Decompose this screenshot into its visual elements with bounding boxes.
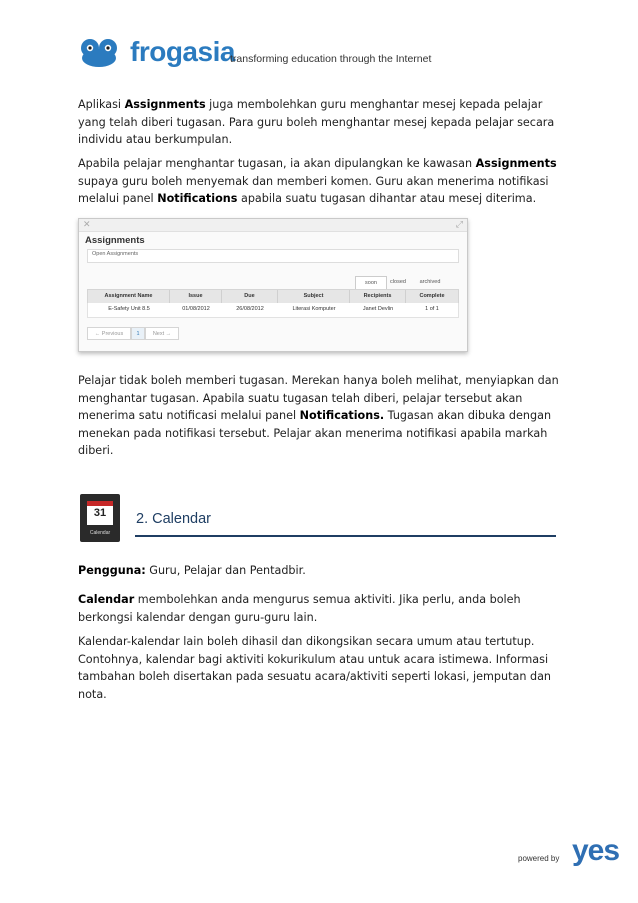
- yes-logo: yes: [572, 834, 620, 867]
- brand-name: frogasia: [130, 36, 235, 67]
- close-icon: ✕: [83, 220, 91, 230]
- calendar-day: 31: [93, 507, 107, 519]
- paragraph-assignments-returns: [78, 155, 563, 208]
- text: Apabila pelajar menghantar tugasan, ia akan dipulangkan ke kawasan: [78, 157, 476, 170]
- table-row: [87, 303, 459, 318]
- panel-topbar: [79, 219, 467, 232]
- paragraph-calendar-manage: [78, 591, 563, 626]
- column-header: Issue: [170, 290, 222, 303]
- table-cell: 01/08/2012: [182, 306, 210, 312]
- pagination-previous: ← Previous: [87, 327, 131, 340]
- paragraph-student-assignments: [78, 372, 563, 460]
- column-header: Subject: [278, 290, 350, 303]
- text: Pelajar tidak boleh memberi tugasan. Merekan hanya boleh melihat, menyiapkan dan menghantar tugasan. Apabila suatu tugasan telah diberi, pelajar tersebut akan menerima satu notificasi melalui panel: [78, 374, 559, 422]
- calendar-page: [87, 501, 113, 525]
- text: Guru, Pelajar dan Pentadbir.: [145, 564, 306, 577]
- pagination-page-1: 1: [131, 327, 145, 340]
- calendar-icon-label: Calendar: [89, 530, 111, 536]
- text: Kalendar-kalendar lain boleh dihasil dan dikongsikan secara umum atau tertutup. Contohnya, kalendar bagi aktiviti kokurikulum atau untuk acara istimewa. Informasi tambahan boleh disertakan pada sesuatu acara/aktiviti seperti lokasi, jemputan dan nota.: [78, 635, 552, 701]
- pagination-next: Next →: [145, 327, 179, 340]
- table-cell: E-Safety Unit 8.5: [108, 306, 150, 312]
- open-assignments-bar: [87, 249, 459, 263]
- text: membolehkan anda mengurus semua aktiviti. Jika perlu, anda boleh berkongsi kalendar dengan guru-guru lain.: [78, 593, 521, 624]
- text: Aplikasi: [78, 98, 125, 111]
- column-header: Complete: [419, 293, 445, 299]
- paragraph-assignments-messages: [78, 96, 563, 149]
- bold-term: Calendar: [78, 593, 135, 606]
- tab-archived: archived: [419, 279, 441, 285]
- frogasia-logo: [78, 38, 438, 72]
- table-cell: 26/08/2012: [236, 306, 264, 312]
- text: juga membolehkan guru menghantar mesej kepada pelajar yang telah diberi tugasan. Para guru boleh menghantar mesej kepada pelajar secara individu atau berkumpulan.: [78, 98, 555, 146]
- expand-icon: ⤢: [455, 220, 463, 230]
- tagline: transforming education through the Internet: [230, 53, 432, 65]
- footer-branding: [518, 834, 628, 872]
- bold-term: Pengguna:: [78, 564, 146, 577]
- assignments-screenshot: [78, 218, 468, 352]
- panel-title: Assignments: [85, 235, 145, 246]
- calendar-icon: [80, 494, 120, 542]
- text: supaya guru boleh menyemak dan memberi komen. Guru akan menerima notifikasi melalui panel: [78, 174, 549, 205]
- bold-term: Notifications.: [299, 409, 385, 422]
- paragraph-users: [78, 562, 563, 580]
- text: apabila suatu tugasan dihantar atau mesej diterima.: [237, 192, 537, 205]
- column-header: Recipients: [350, 290, 406, 303]
- tab-closed: closed: [390, 279, 406, 285]
- frog-logo-icon: [78, 38, 126, 68]
- bold-term: Assignments: [124, 98, 206, 111]
- paragraph-calendar-share: [78, 633, 563, 703]
- table-cell: Janet Devlin: [362, 306, 394, 312]
- table-cell: 1 of 1: [425, 306, 439, 312]
- column-header: Assignment Name: [88, 290, 170, 303]
- section-title: 2. Calendar: [136, 511, 211, 527]
- open-assignments-label: Open Assignments: [92, 251, 139, 257]
- tab-soon: soon: [355, 276, 387, 289]
- table-cell: Literasi Komputer: [292, 306, 336, 312]
- table-header: [87, 289, 459, 304]
- column-header: Due: [222, 290, 278, 303]
- bold-term: Assignments: [475, 157, 557, 170]
- powered-by-label: powered by: [518, 854, 560, 863]
- section-divider: [135, 535, 556, 537]
- bold-term: Notifications: [157, 192, 238, 205]
- text: Tugasan akan dibuka dengan menekan pada notifikasi tersebut. Pelajar akan menerima notifikasi apabila markah diberi.: [78, 409, 552, 457]
